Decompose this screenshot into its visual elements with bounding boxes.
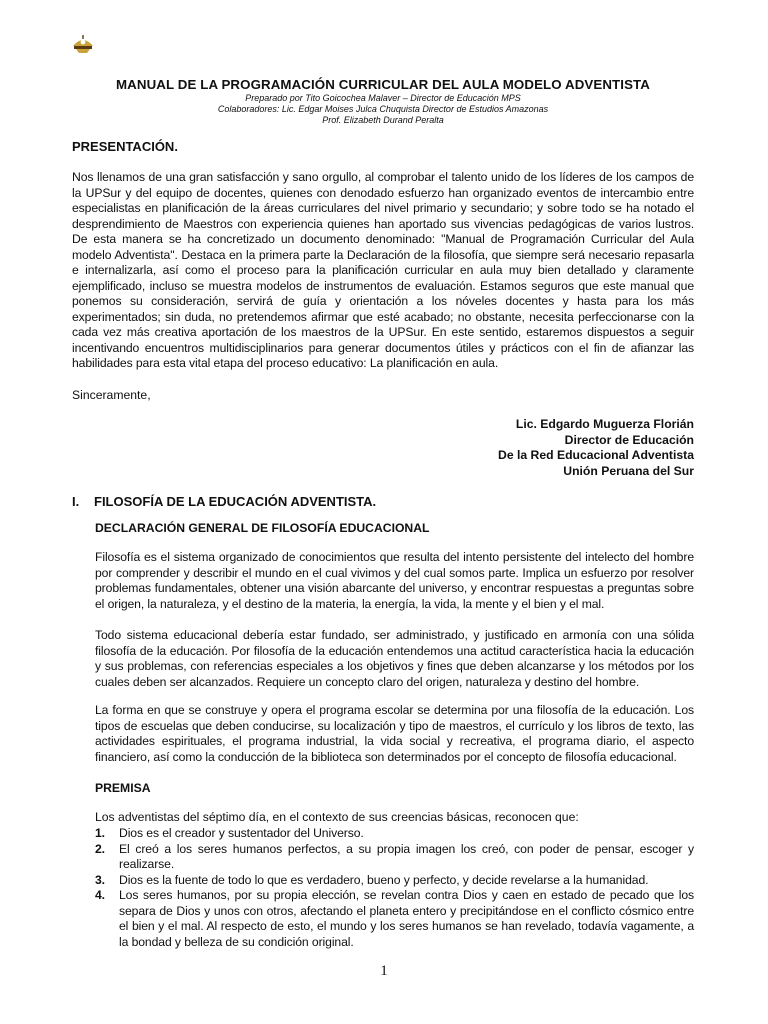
list-item-number: 1.: [95, 826, 105, 840]
section-title: FILOSOFÍA DE LA EDUCACIÓN ADVENTISTA.: [94, 494, 377, 509]
credit-line-collaborators: Colaboradores: Lic. Edgar Moises Julca Chuquista Director de Estudios Amazonas: [217, 104, 549, 114]
philosophy-paragraph-1: Filosofía es el sistema organizado de conocimientos que resulta del intento persistente del intelecto del hombre por comprender y describir el mundo en el cual vivimos y del cual somos parte. Implica un esfuerzo por resolver problemas fundamentales, obtener una visión abarcante del universo, y encontrar respuestas a preguntas sobre el origen, la naturaleza, y el destino de la materia, la energía, la vida, la mente y el bien y el mal.: [95, 550, 694, 611]
section-heading: [72, 494, 376, 509]
list-item-number: 4.: [95, 888, 105, 902]
premisa-heading: PREMISA: [95, 781, 151, 795]
closing-text: Sinceramente,: [72, 388, 151, 402]
list-item: [95, 842, 694, 873]
list-item-text: Dios es el creador y sustentador del Universo.: [119, 826, 364, 840]
signature-block: [394, 417, 694, 479]
presentation-paragraph: Nos llenamos de una gran satisfacción y sano orgullo, al comprobar el talento unido de los líderes de los campos de la UPSur y del equipo de docentes, quienes con denodado esfuerzo han organizado eventos de intercambio entre especialistas en planificación de la áreas curriculares del nivel primario y secundario; y sobre todo se ha notado el desprendimiento de Maestros con experiencia quienes han aportado sus vivencias pedagógicas de varios lustros. De esta manera se ha concretizado un documento denominado: "Manual de Programación Curricular del Aula modelo Adventista". Destaca en la primera parte la Declaración de la filosofía, que siempre será necesario repasarla e internalizarla, así como el proceso para la planificación curricular en aula muy bien detallado y claramente ejemplificado, incluso se muestra modelos de instrumentos de evaluación. Estamos seguros que este manual que ponemos su consideración, servirá de guía y orientación a los nóveles docentes y hasta para los más experimentados; sin duda, no pretendemos afirmar que esté acabado; no obstante, necesita perfeccionarse con la cada vez más creativa aportación de los maestros de la UPSur. En este sentido, estaremos dispuestos a seguir incentivando encuentros multidisciplinarios para generar documentos útiles y prácticos con el fin de afianzar las habilidades para esta vital etapa del proceso educativo: La planificación en aula.: [72, 170, 694, 370]
signature-name: Lic. Edgardo Muguerza Florián: [515, 417, 694, 431]
list-item-text: Los seres humanos, por su propia elección, se revelan contra Dios y caen en estado de pecado que los separa de Dios y unos con otros, afectando el planeta entero y precipitándose en el conflicto cósmico entre el bien y el mal. Al respecto de esto, el mundo y los seres humanos se han revelado, todavía vagamente, a la bondad y belleza de su condición original.: [119, 888, 694, 949]
list-item: [95, 888, 694, 950]
list-item: [95, 826, 694, 842]
document-title: MANUAL DE LA PROGRAMACIÓN CURRICULAR DEL AULA MODELO ADVENTISTA: [116, 77, 650, 92]
section-number: I.: [72, 494, 80, 509]
credit-line-professor: Prof. Elizabeth Durand Peralta: [322, 115, 444, 125]
list-item-number: 3.: [95, 872, 105, 887]
list-item: [95, 873, 694, 889]
section-subheading: DECLARACIÓN GENERAL DE FILOSOFÍA EDUCACIONAL: [95, 521, 430, 535]
adventist-emblem-icon: [70, 30, 96, 56]
philosophy-paragraph-3: La forma en que se construye y opera el programa escolar se determina por una filosofía de la educación. Los tipos de escuelas que deben conducirse, su localización y tipo de maestros, el currículo y los libros de texto, las actividades espirituales, el programa industrial, la vida social y recreativa, el programa diario, el aspecto financiero, así como la conducción de la biblioteca son determinados por el concepto de filosofía educacional.: [95, 703, 694, 764]
signature-organization: De la Red Educacional Adventista: [498, 448, 694, 462]
philosophy-paragraph-2: Todo sistema educacional debería estar fundado, ser administrado, y justificado en armonía con una sólida filosofía de la educación. Por filosofía de la educación entendemos una actitud característica hacia la educación y sus problemas, con referencias especiales a los objetivos y fines que deben alcanzarse y los métodos por los cuales deben ser alcanzados. Requiere un concepto claro del origen, naturaleza y destino del hombre.: [95, 628, 694, 689]
list-item-number: 2.: [95, 841, 105, 856]
presentation-heading: PRESENTACIÓN.: [72, 139, 178, 154]
signature-role: Director de Educación: [564, 432, 694, 447]
premisa-intro: Los adventistas del séptimo día, en el contexto de sus creencias básicas, reconocen que:: [95, 810, 579, 824]
page-number: 1: [380, 963, 388, 979]
premisa-list: [95, 826, 694, 950]
list-item-text: El creó a los seres humanos perfectos, a su propia imagen los creó, con poder de pensar, escoger y realizarse.: [119, 841, 694, 871]
credits-block: [72, 93, 694, 126]
credit-line-preparer: Preparado por Tito Goicochea Malaver – Director de Educación MPS: [245, 93, 521, 103]
list-item-text: Dios es la fuente de todo lo que es verdadero, bueno y perfecto, y decide revelarse a la humanidad.: [119, 872, 649, 887]
signature-union: Unión Peruana del Sur: [563, 463, 694, 478]
